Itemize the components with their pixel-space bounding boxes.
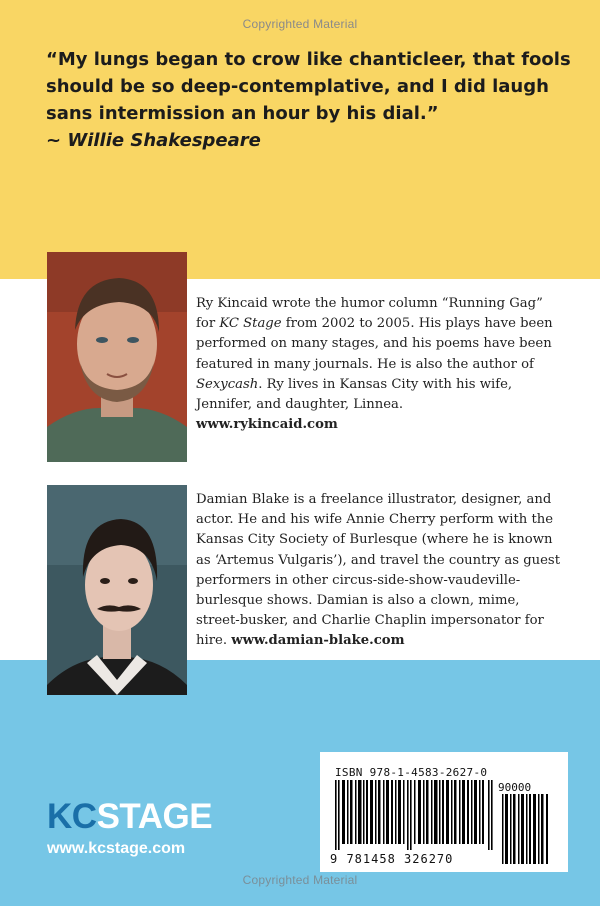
quote-text: “My lungs began to crow like chanticleer, that fools should be so deep-contemplative, and I did laugh sans intermission an hour by his dial.” (46, 49, 571, 124)
quote-attribution: ~ Willie Shakespeare (46, 130, 261, 151)
bio-italic-kc-stage: KC Stage (219, 316, 282, 332)
bio-ry-kincaid (196, 294, 566, 435)
bio-damian-blake (196, 490, 566, 652)
bio-text: Damian Blake is a freelance illustrator, designer, and actor. He and his wife Annie Cherry perform with the Kansas City Society of Burlesque (where he is known as ‘Artemus Vulgaris’), and travel the country as guest performers in other circus-side-show-vaudeville-burlesque shows. Damian is also a clown, mime, street-busker, and Charlie Chaplin impersonator for hire. (196, 492, 560, 649)
author-photo-damian-blake (47, 485, 187, 695)
isbn-barcode (320, 752, 568, 872)
bio-italic-sexycash: Sexycash (196, 376, 259, 392)
quote-block (46, 46, 576, 154)
logo-kc: KC (47, 797, 97, 836)
publisher-url[interactable]: www.kcstage.com (47, 840, 186, 857)
url-rykincaid[interactable]: www.rykincaid.com (196, 417, 338, 433)
isbn-number: ISBN 978-1-4583-2627-0 (335, 766, 488, 779)
barcode-bars-addon (502, 794, 550, 864)
watermark-bottom: Copyrighted Material (242, 873, 358, 887)
barcode-bars-main (335, 780, 495, 850)
bio-text-part: from 2002 to 2005. His plays have been performed on many stages, and his poems have been featured in many journals. He is also the author of (196, 316, 553, 372)
logo-stage: STAGE (96, 797, 213, 836)
author-photo-ry-kincaid (47, 252, 187, 462)
watermark-top: Copyrighted Material (242, 17, 358, 31)
barcode-digits: 9 781458 326270 (330, 852, 454, 866)
bio-text-part: Ry Kincaid wrote the humor column “Running Gag” for (196, 296, 543, 332)
url-damian-blake[interactable]: www.damian-blake.com (231, 633, 405, 649)
barcode-addon-number: 90000 (498, 781, 532, 794)
bio-text-part: . Ry lives in Kansas City with his wife, Jennifer, and daughter, Linnea. (196, 376, 513, 413)
kcstage-logo (47, 797, 212, 837)
